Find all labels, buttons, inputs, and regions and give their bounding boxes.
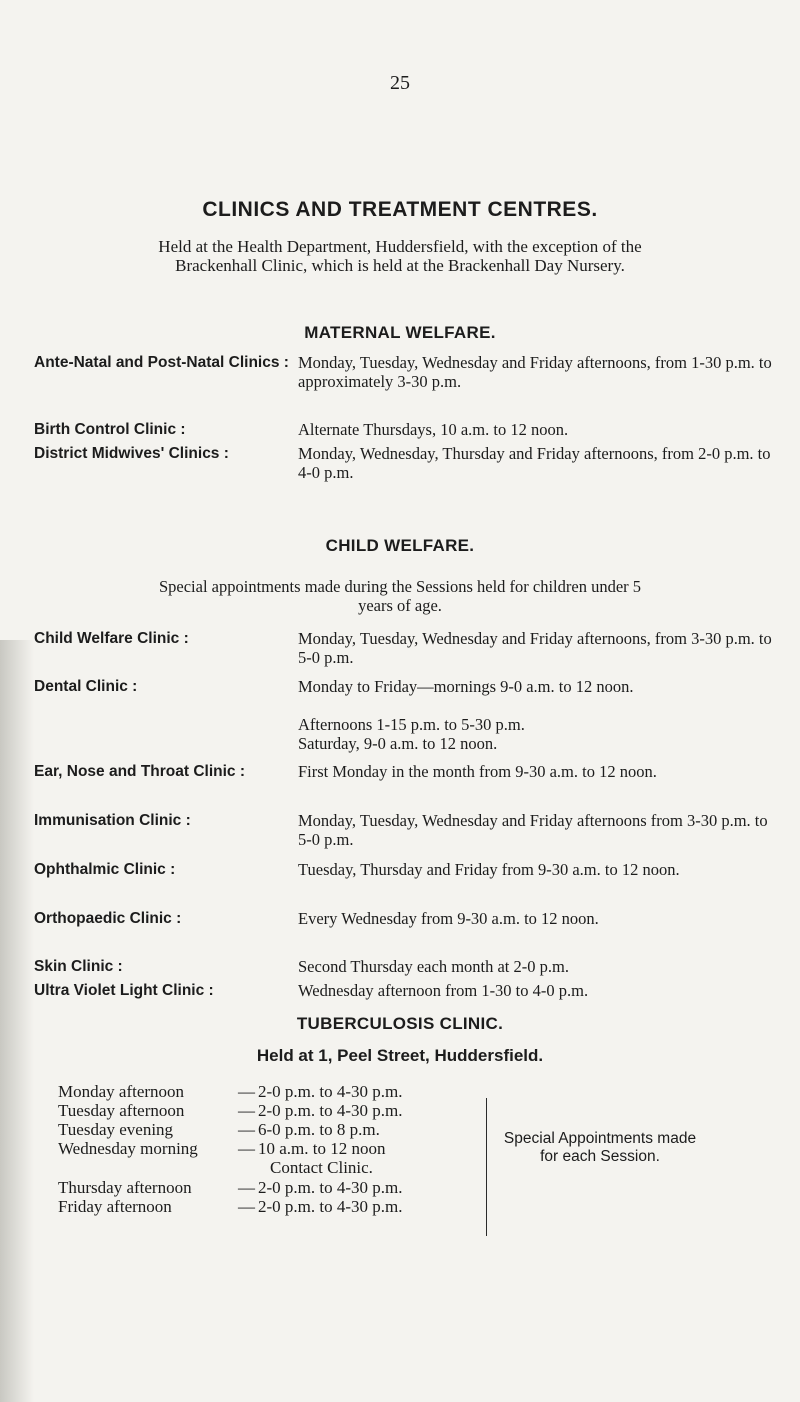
tb-time: 6-0 p.m. to 8 p.m. <box>258 1120 380 1139</box>
tuberculosis-heading: TUBERCULOSIS CLINIC. <box>296 1014 504 1033</box>
clinic-schedule: Alternate Thursdays, 10 a.m. to 12 noon. <box>298 420 569 439</box>
special-appointments-text: Special Appointments made for each Session. <box>503 1130 697 1165</box>
clinic-label: District Midwives' Clinics : <box>34 445 229 462</box>
tb-day: Tuesday afternoon <box>58 1101 185 1120</box>
bracket-line <box>478 1098 487 1236</box>
clinic-label: Immunisation Clinic : <box>34 812 191 829</box>
page-title: CLINICS AND TREATMENT CENTRES. <box>202 198 598 221</box>
tb-day: Monday afternoon <box>58 1082 185 1101</box>
page-number: 25 <box>390 72 410 94</box>
clinic-schedule: Monday, Tuesday, Wednesday and Friday afternoons from 3-30 p.m. to 5-0 p.m. <box>298 811 768 849</box>
tb-time: 10 a.m. to 12 noon <box>258 1139 386 1158</box>
tb-day: Thursday afternoon <box>58 1178 192 1197</box>
tb-dash: — <box>238 1082 255 1101</box>
clinic-label: Orthopaedic Clinic : <box>34 910 182 927</box>
clinic-schedule: Monday to Friday—mornings 9-0 a.m. to 12 noon. <box>298 677 634 696</box>
clinic-label: Skin Clinic : <box>34 958 123 975</box>
tb-dash: — <box>238 1197 255 1216</box>
maternal-welfare-heading: MATERNAL WELFARE. <box>304 323 496 342</box>
clinic-schedule: First Monday in the month from 9-30 a.m. to 12 noon. <box>298 762 657 781</box>
tb-dash: — <box>238 1139 255 1158</box>
clinic-label: Ante-Natal and Post-Natal Clinics : <box>34 354 289 371</box>
tb-day: Wednesday morning <box>58 1139 198 1158</box>
clinic-schedule: Monday, Tuesday, Wednesday and Friday afternoons, from 1-30 p.m. to approximately 3-30 p.m. <box>298 353 772 391</box>
tuberculosis-location: Held at 1, Peel Street, Huddersfield. <box>256 1046 544 1065</box>
tb-dash: — <box>238 1101 255 1120</box>
tb-day: Friday afternoon <box>58 1197 172 1216</box>
clinic-label: Ear, Nose and Throat Clinic : <box>34 763 246 780</box>
child-welfare-heading: CHILD WELFARE. <box>325 536 475 555</box>
clinic-schedule: Monday, Wednesday, Thursday and Friday afternoons, from 2-0 p.m. to 4-0 p.m. <box>298 444 771 482</box>
tb-time: 2-0 p.m. to 4-30 p.m. <box>258 1101 403 1120</box>
tb-dash: — <box>238 1178 255 1197</box>
special-appointments-note: Special appointments made during the Sessions held for children under 5 years of age. <box>158 577 642 615</box>
clinic-label: Dental Clinic : <box>34 678 138 695</box>
clinic-schedule: Monday, Tuesday, Wednesday and Friday afternoons, from 3-30 p.m. to 5-0 p.m. <box>298 629 772 667</box>
tb-time-note: Contact Clinic. <box>270 1158 373 1177</box>
tb-time: 2-0 p.m. to 4-30 p.m. <box>258 1197 403 1216</box>
clinic-label: Ultra Violet Light Clinic : <box>34 982 214 999</box>
clinic-schedule: Wednesday afternoon from 1-30 to 4-0 p.m. <box>298 981 589 1000</box>
tb-day: Tuesday evening <box>58 1120 174 1139</box>
clinic-label: Birth Control Clinic : <box>34 421 186 438</box>
clinic-label: Ophthalmic Clinic : <box>34 861 176 878</box>
tb-dash: — <box>238 1120 255 1139</box>
intro-paragraph: Held at the Health Department, Huddersfield, with the exception of the Brackenhall Clinic, which is held at the Brackenhall Day Nursery. <box>158 237 642 275</box>
clinic-schedule: Every Wednesday from 9-30 a.m. to 12 noon. <box>298 909 599 928</box>
clinic-schedule: Tuesday, Thursday and Friday from 9-30 a.m. to 12 noon. <box>298 860 680 879</box>
clinic-schedule: Second Thursday each month at 2-0 p.m. <box>298 957 569 976</box>
clinic-schedule-line: Afternoons 1-15 p.m. to 5-30 p.m. <box>298 715 525 734</box>
clinic-label: Child Welfare Clinic : <box>34 630 189 647</box>
clinic-schedule-line: Saturday, 9-0 a.m. to 12 noon. <box>298 734 498 753</box>
tb-time: 2-0 p.m. to 4-30 p.m. <box>258 1178 403 1197</box>
tb-time: 2-0 p.m. to 4-30 p.m. <box>258 1082 403 1101</box>
